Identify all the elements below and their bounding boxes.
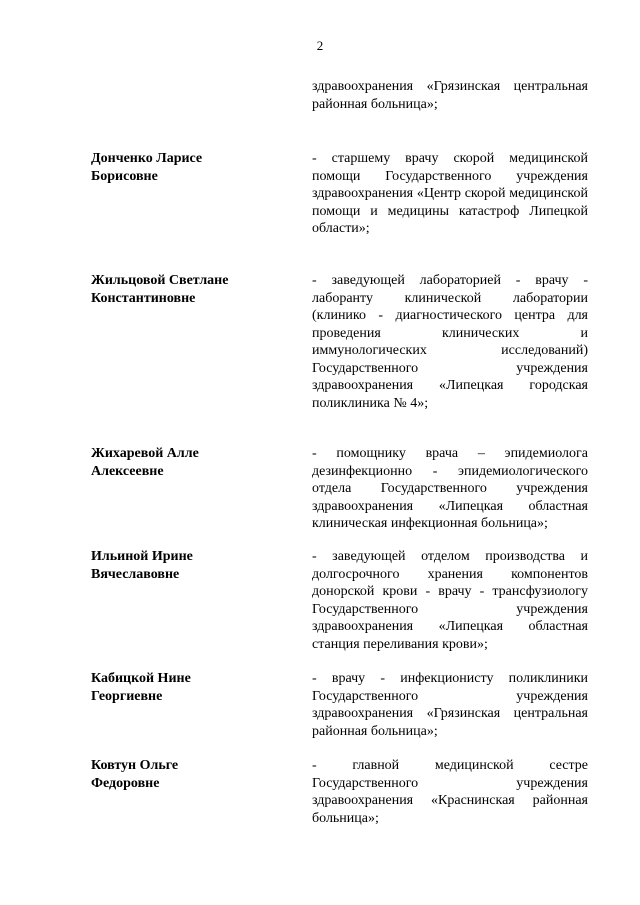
person-name: Ильиной Ирине Вячеславовне xyxy=(91,549,193,582)
position-description: - помощнику врача – эпидемиолога дезинфекционно - эпидемиологического отдела Государственного учреждения здравоохранения «Липецкая областная клиническая инфекционная больница»; xyxy=(312,446,588,531)
person-name: Кабицкой Нине Георгиевне xyxy=(91,671,191,704)
position-description: - заведующей отделом производства и долгосрочного хранения компонентов донорской крови - врачу - трансфузиологу Государственного учреждения здравоохранения «Липецкая областная станция переливания крови»; xyxy=(312,549,588,652)
person-name: Жильцовой Светлане Константиновне xyxy=(91,273,229,306)
person-name: Жихаревой Алле Алексеевне xyxy=(91,446,199,479)
continuation-text: здравоохранения «Грязинская центральная районная больница»; xyxy=(312,79,588,112)
person-name: Донченко Ларисе Борисовне xyxy=(91,151,203,184)
position-description: - заведующей лабораторией - врачу - лаборанту клинической лаборатории (клинико - диагностического центра для проведения клинических и иммунологических исследований) Государственного учреждения здравоохранения «Липецкая городская поликлиника № 4»; xyxy=(312,273,588,411)
page-number: 2 xyxy=(316,38,324,53)
position-description: - врачу - инфекционисту поликлиники Государственного учреждения здравоохранения «Грязинская центральная районная больница»; xyxy=(312,671,588,739)
position-description: - старшему врачу скорой медицинской помощи Государственного учреждения здравоохранения «Центр скорой медицинской помощи и медицины катастроф Липецкой области»; xyxy=(312,151,588,236)
position-description: - главной медицинской сестре Государственного учреждения здравоохранения «Краснинская районная больница»; xyxy=(312,758,588,826)
person-name: Ковтун Ольге Федоровне xyxy=(91,758,179,791)
